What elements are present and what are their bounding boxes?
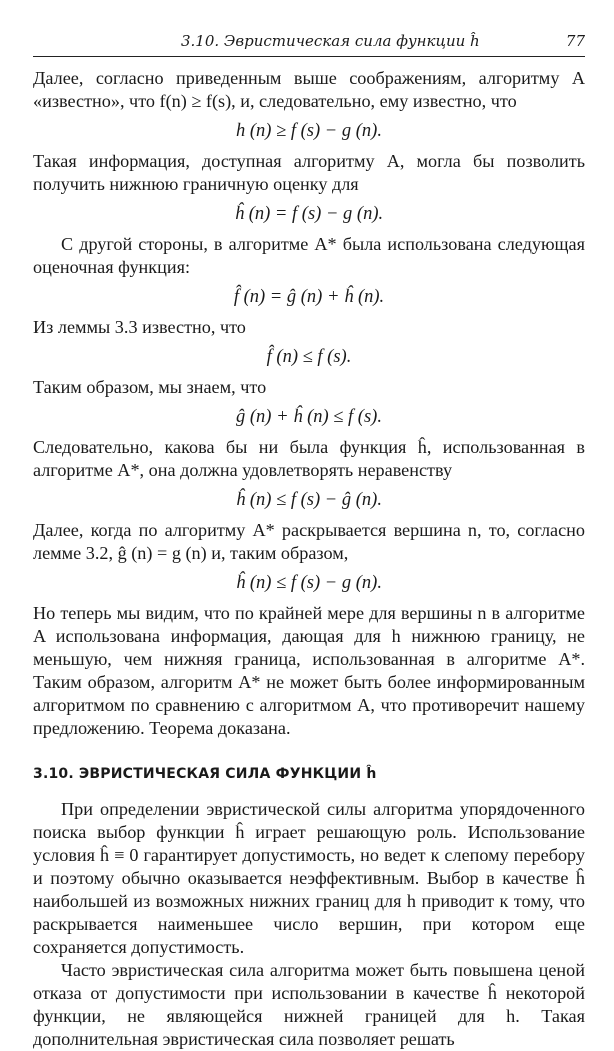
paragraph-7: Далее, когда по алгоритму A* раскрывается вершина n, то, согласно лемме 3.2, ĝ (n) = g (n) и, таким образом, xyxy=(33,520,585,563)
paragraph-6: Следовательно, какова бы ни была функция ĥ, использованная в алгоритме A*, она должна удовлетворять неравенству xyxy=(33,437,585,480)
formula-4: f̂ (n) ≤ f (s). xyxy=(266,347,352,367)
page-number: 77 xyxy=(565,32,585,50)
paragraph-10: Часто эвристическая сила алгоритма может быть повышена ценой отказа от допустимости при использовании в качестве ĥ некоторой функции, не являющейся нижней границей для h. Такая дополнительная эвристическая сила позволяет решать xyxy=(33,960,585,1049)
paragraph-9: При определении эвристической силы алгоритма упорядоченного поиска выбор функции ĥ играет решающую роль. Использование условия ĥ ≡ 0 гарантирует допустимость, но ведет к слепому перебору и поэтому обычно оказывается неэффективным. Выбор в качестве ĥ наибольшей из возможных нижних границ для h приводит к тому, что раскрывается наименьшее число вершин, при котором еще сохраняется допустимость. xyxy=(33,799,585,957)
formula-2: ĥ (n) = f (s) − g (n). xyxy=(234,204,384,224)
paragraph-8: Но теперь мы видим, что по крайней мере для вершины n в алгоритме A использована информация, дающая для h нижнюю границу, не меньшую, чем нижняя граница, использованная в алгоритме A*. Таким образом, алгоритм A* не может быть более информированным алгоритмом по сравнению с алгоритмом A, что противоречит нашему предложению. Теорема доказана. xyxy=(33,603,585,738)
book-page xyxy=(33,30,585,1051)
formula-1: h (n) ≥ f (s) − g (n). xyxy=(236,121,382,141)
paragraph-5: Таким образом, мы знаем, что xyxy=(33,377,267,397)
paragraph-1: Далее, согласно приведенным выше соображениям, алгоритму A «известно», что f(n) ≥ f(s), и, следовательно, ему известно, что xyxy=(33,68,585,111)
formula-5: ĝ (n) + ĥ (n) ≤ f (s). xyxy=(236,407,382,427)
formula-6: ĥ (n) ≤ f (s) − ĝ (n). xyxy=(236,490,382,510)
formula-7: ĥ (n) ≤ f (s) − g (n). xyxy=(236,573,382,593)
section-heading: 3.10. ЭВРИСТИЧЕСКАЯ СИЛА ФУНКЦИИ ĥ xyxy=(33,766,377,782)
running-title: 3.10. Эвристическая сила функции ĥ xyxy=(181,32,480,50)
paragraph-3: С другой стороны, в алгоритме A* была использована следующая оценочная функция: xyxy=(33,234,585,277)
paragraph-4: Из леммы 3.3 известно, что xyxy=(33,317,246,337)
paragraph-2: Такая информация, доступная алгоритму A, могла бы позволить получить нижнюю граничную оценку для xyxy=(33,151,585,194)
running-head xyxy=(33,30,585,57)
formula-3: f̂ (n) = ĝ (n) + ĥ (n). xyxy=(233,287,385,307)
